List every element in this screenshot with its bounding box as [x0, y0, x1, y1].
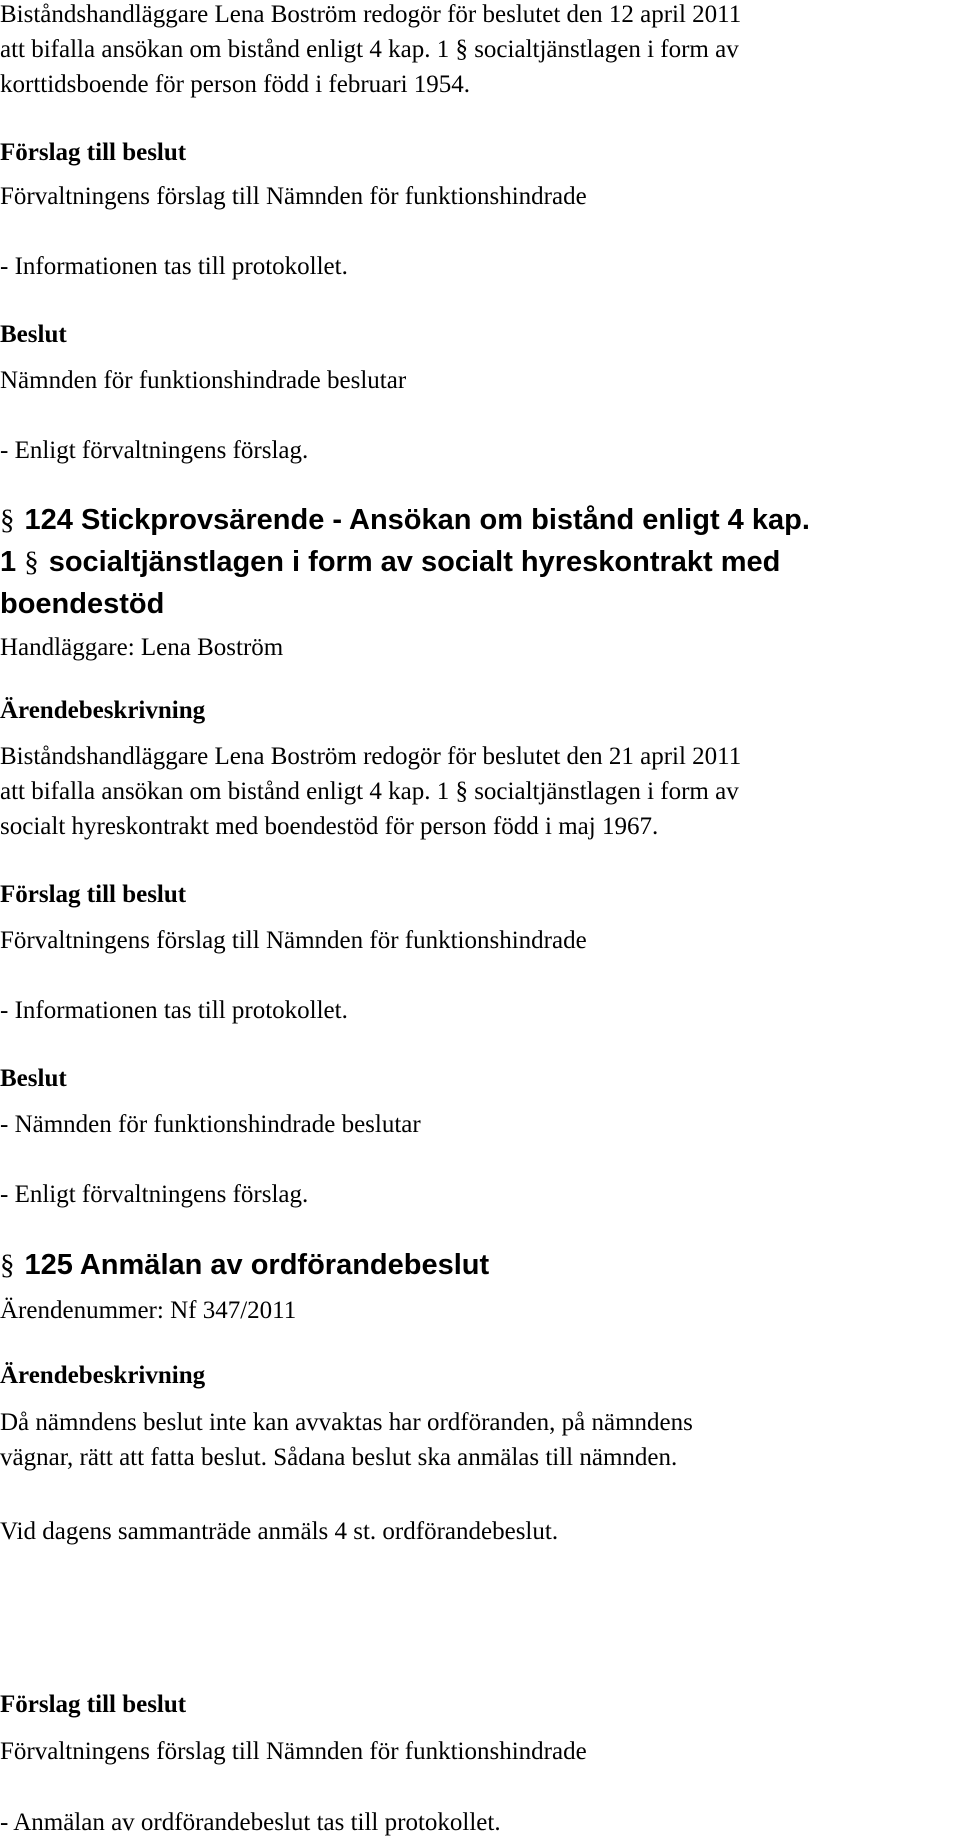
- beslut-text: - Nämnden för funktionshindrade beslutar: [0, 1111, 421, 1138]
- forslag-heading: Förslag till beslut: [0, 1691, 187, 1718]
- handlaggare: Handläggare: Lena Boström: [0, 634, 284, 661]
- beslut-item: - Enligt förvaltningens förslag.: [0, 1181, 309, 1208]
- forslag-text: Förvaltningens förslag till Nämnden för funktionshindrade: [0, 1738, 587, 1765]
- beslut-heading: Beslut: [0, 1065, 67, 1092]
- desc-line-1: Biståndshandläggare Lena Boström redogör för beslutet den 21 april 2011: [0, 743, 742, 770]
- section-124-title-line-1: § 124 Stickprovsärende - Ansökan om bistånd enligt 4 kap.: [0, 504, 810, 536]
- arendenummer: Ärendenummer: Nf 347/2011: [0, 1297, 297, 1324]
- desc-line-2: att bifalla ansökan om bistånd enligt 4 kap. 1 § socialtjänstlagen i form av: [0, 778, 739, 805]
- section-125-title: § 125 Anmälan av ordförandebeslut: [0, 1249, 490, 1281]
- forslag-item: - Informationen tas till protokollet.: [0, 997, 348, 1024]
- forslag-heading: Förslag till beslut: [0, 881, 187, 908]
- forslag-item: - Informationen tas till protokollet.: [0, 253, 348, 280]
- intro-line-1: Biståndshandläggare Lena Boström redogör för beslutet den 12 april 2011: [0, 1, 742, 28]
- intro-line-3: korttidsboende för person född i februari 1954.: [0, 71, 471, 98]
- section-124-title-line-3: boendestöd: [0, 588, 165, 620]
- forslag-item: - Anmälan av ordförandebeslut tas till protokollet.: [0, 1809, 501, 1836]
- intro-line-2: att bifalla ansökan om bistånd enligt 4 kap. 1 § socialtjänstlagen i form av: [0, 36, 739, 63]
- paragraph-symbol: §: [0, 1249, 15, 1281]
- beslut-item: - Enligt förvaltningens förslag.: [0, 437, 309, 464]
- beslut-heading: Beslut: [0, 321, 67, 348]
- section-124-title-line-2: 1 § socialtjänstlagen i form av socialt hyreskontrakt med: [0, 546, 781, 578]
- forslag-text: Förvaltningens förslag till Nämnden för funktionshindrade: [0, 927, 587, 954]
- arendebeskrivning-heading: Ärendebeskrivning: [0, 697, 206, 724]
- paragraph-symbol: §: [24, 546, 39, 578]
- desc-line-2: vägnar, rätt att fatta beslut. Sådana beslut ska anmälas till nämnden.: [0, 1444, 678, 1471]
- paragraph-symbol: §: [0, 504, 15, 536]
- desc-line-3: Vid dagens sammanträde anmäls 4 st. ordförandebeslut.: [0, 1518, 559, 1545]
- forslag-heading: Förslag till beslut: [0, 139, 187, 166]
- forslag-text: Förvaltningens förslag till Nämnden för funktionshindrade: [0, 183, 587, 210]
- desc-line-3: socialt hyreskontrakt med boendestöd för person född i maj 1967.: [0, 813, 659, 840]
- beslut-text: Nämnden för funktionshindrade beslutar: [0, 367, 407, 394]
- arendebeskrivning-heading: Ärendebeskrivning: [0, 1362, 206, 1389]
- desc-line-1: Då nämndens beslut inte kan avvaktas har ordföranden, på nämndens: [0, 1409, 693, 1436]
